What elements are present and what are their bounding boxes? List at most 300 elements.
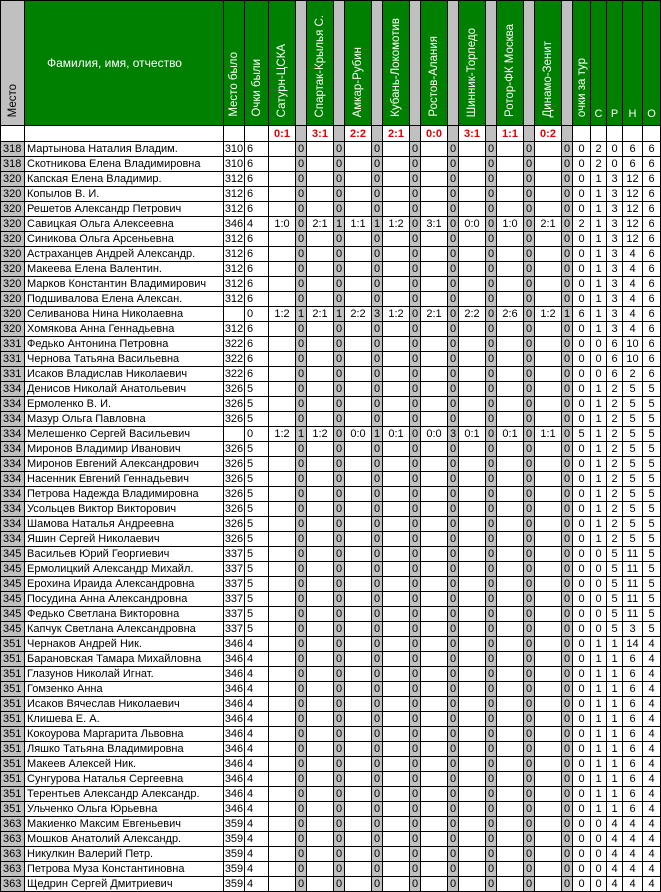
- match-points-cell: 0: [410, 487, 421, 502]
- prediction-cell: [383, 547, 410, 562]
- match-points-cell: 0: [372, 277, 383, 292]
- table-row: [1, 697, 661, 712]
- match-points-cell: 0: [562, 517, 573, 532]
- match-points-cell: 0: [562, 277, 573, 292]
- match-points-cell: 0: [372, 187, 383, 202]
- results-gap: [448, 126, 459, 142]
- prediction-cell: [421, 622, 448, 637]
- points-before-cell: 6: [245, 202, 269, 217]
- o-cell: 4: [643, 637, 661, 652]
- match-points-cell: 0: [410, 517, 421, 532]
- prediction-cell: [535, 337, 562, 352]
- r-cell: 4: [607, 862, 623, 877]
- place-before-cell: [224, 307, 245, 322]
- r-cell: 4: [607, 832, 623, 847]
- place-before-cell: 346: [224, 698, 244, 710]
- prediction-cell: [307, 802, 334, 817]
- match-points-cell: 0: [410, 862, 421, 877]
- match-points-cell: 0: [524, 862, 535, 877]
- s-cell: 0: [591, 817, 607, 832]
- table-row: [1, 412, 661, 427]
- place-cell: 320: [1, 217, 25, 232]
- prediction-cell: [383, 502, 410, 517]
- match-points-cell: 0: [334, 502, 345, 517]
- match-points-cell: 0: [524, 157, 535, 172]
- prediction-cell: 0:0: [459, 217, 486, 232]
- prediction-cell: [421, 472, 448, 487]
- table-row: [1, 457, 661, 472]
- o-cell: 6: [643, 247, 661, 262]
- prediction-cell: [345, 397, 372, 412]
- match-points-cell: 0: [296, 352, 307, 367]
- prediction-cell: [535, 382, 562, 397]
- n-cell: 11: [623, 547, 643, 562]
- match-points-cell: 0: [562, 442, 573, 457]
- s-cell: 1: [591, 502, 607, 517]
- match-points-cell: 0: [410, 832, 421, 847]
- points-before-cell: 4: [245, 712, 269, 727]
- prediction-cell: [383, 802, 410, 817]
- prediction-cell: [345, 637, 372, 652]
- match-points-cell: 0: [486, 547, 497, 562]
- o-cell: 6: [643, 187, 661, 202]
- r-cell: 1: [607, 712, 623, 727]
- match-points-cell: 0: [372, 547, 383, 562]
- prediction-cell: [383, 472, 410, 487]
- r-cell: 2: [607, 427, 623, 442]
- s-cell: 1: [591, 697, 607, 712]
- o-cell: 4: [643, 757, 661, 772]
- points-before-cell: 6: [245, 262, 269, 277]
- s-cell: 0: [591, 622, 607, 637]
- match-points-cell: 0: [448, 277, 459, 292]
- match-points-cell: 0: [334, 757, 345, 772]
- prediction-cell: [345, 262, 372, 277]
- match-points-cell: 0: [334, 802, 345, 817]
- prediction-cell: [269, 247, 296, 262]
- place-before-cell: 359: [224, 848, 244, 860]
- s-cell: 0: [591, 877, 607, 892]
- prediction-cell: [307, 292, 334, 307]
- match-points-cell: 0: [486, 412, 497, 427]
- match-points-cell: 0: [334, 622, 345, 637]
- table-row: [1, 562, 661, 577]
- match-points-cell: 0: [562, 877, 573, 892]
- prediction-cell: [345, 337, 372, 352]
- place-before-cell: 326: [224, 383, 244, 395]
- place-before-cell: 337: [224, 623, 244, 635]
- header-match-4: Кубань-Локомотив: [383, 1, 410, 126]
- prediction-cell: [307, 592, 334, 607]
- match-points-cell: 0: [410, 652, 421, 667]
- place-before-cell: 346: [224, 683, 244, 695]
- s-cell: 1: [591, 382, 607, 397]
- prediction-cell: [383, 667, 410, 682]
- prediction-cell: [421, 592, 448, 607]
- match-points-cell: 0: [486, 832, 497, 847]
- match-points-cell: 0: [486, 397, 497, 412]
- n-cell: 14: [623, 637, 643, 652]
- prediction-cell: [307, 787, 334, 802]
- match-points-cell: 0: [486, 382, 497, 397]
- place-before-cell: 359: [224, 863, 244, 875]
- prediction-cell: [535, 412, 562, 427]
- match-points-cell: 0: [562, 232, 573, 247]
- match-points-cell: 0: [486, 157, 497, 172]
- match-points-cell: 0: [524, 277, 535, 292]
- name-cell: Федько Антонина Петровна: [25, 337, 224, 352]
- round-points-cell: 0: [573, 772, 591, 787]
- prediction-cell: [459, 652, 486, 667]
- place-before-cell: 312: [224, 203, 244, 215]
- n-cell: 5: [623, 487, 643, 502]
- prediction-cell: [497, 652, 524, 667]
- match-points-cell: 0: [296, 652, 307, 667]
- place-cell: 331: [1, 352, 25, 367]
- match-points-cell: 0: [372, 292, 383, 307]
- prediction-cell: [269, 457, 296, 472]
- points-before-cell: 4: [245, 682, 269, 697]
- results-spacer: [643, 126, 661, 142]
- match-points-cell: 0: [448, 517, 459, 532]
- prediction-cell: [269, 232, 296, 247]
- s-cell: 1: [591, 472, 607, 487]
- s-cell: 1: [591, 532, 607, 547]
- round-points-cell: 0: [573, 382, 591, 397]
- place-cell: 320: [1, 277, 25, 292]
- match-points-cell: 0: [410, 142, 421, 157]
- o-cell: 4: [643, 652, 661, 667]
- prediction-cell: [269, 367, 296, 382]
- prediction-cell: [421, 367, 448, 382]
- s-cell: 1: [591, 232, 607, 247]
- name-cell: Макеев Алексей Ник.: [25, 757, 224, 772]
- s-cell: 1: [591, 787, 607, 802]
- table-row: [1, 517, 661, 532]
- place-cell: 345: [1, 577, 25, 592]
- prediction-cell: [421, 397, 448, 412]
- match-points-cell: 0: [524, 772, 535, 787]
- header-match-5: Ростов-Алания: [421, 1, 448, 126]
- match-points-cell: 0: [410, 382, 421, 397]
- prediction-cell: [421, 667, 448, 682]
- o-cell: 6: [643, 277, 661, 292]
- prediction-cell: [383, 277, 410, 292]
- match-points-cell: 0: [448, 202, 459, 217]
- match-points-cell: 0: [562, 757, 573, 772]
- name-cell: Ермоленко В. И.: [25, 397, 224, 412]
- match-points-cell: 0: [296, 817, 307, 832]
- s-cell: 0: [591, 562, 607, 577]
- s-cell: 1: [591, 487, 607, 502]
- o-cell: 5: [643, 427, 661, 442]
- o-cell: 5: [643, 562, 661, 577]
- results-spacer: [25, 126, 224, 142]
- table-row: [1, 352, 661, 367]
- match-points-cell: 0: [372, 202, 383, 217]
- round-points-cell: 0: [573, 562, 591, 577]
- place-cell: 334: [1, 517, 25, 532]
- match-points-cell: 0: [296, 487, 307, 502]
- match-points-cell: 0: [562, 637, 573, 652]
- match-points-cell: 0: [524, 292, 535, 307]
- prediction-cell: [345, 472, 372, 487]
- prediction-cell: [307, 157, 334, 172]
- round-points-cell: 0: [573, 862, 591, 877]
- match-points-cell: 0: [334, 682, 345, 697]
- name-cell: Федько Светлана Викторовна: [25, 607, 224, 622]
- match-points-cell: 0: [410, 712, 421, 727]
- prediction-cell: [459, 772, 486, 787]
- match-points-cell: 0: [524, 712, 535, 727]
- match-points-cell: 0: [296, 382, 307, 397]
- n-cell: 12: [623, 202, 643, 217]
- o-cell: 6: [643, 157, 661, 172]
- match-points-cell: 0: [486, 697, 497, 712]
- name-cell: Посудина Анна Александровна: [25, 592, 224, 607]
- prediction-cell: [307, 187, 334, 202]
- match-points-cell: 0: [524, 412, 535, 427]
- round-points-cell: 0: [573, 232, 591, 247]
- prediction-cell: [307, 727, 334, 742]
- prediction-cell: [269, 532, 296, 547]
- place-before-cell: 346: [224, 788, 244, 800]
- prediction-cell: [459, 637, 486, 652]
- prediction-cell: [459, 667, 486, 682]
- match-points-cell: 0: [334, 352, 345, 367]
- points-before-cell: 4: [245, 832, 269, 847]
- match-points-cell: 0: [334, 337, 345, 352]
- match-points-cell: 0: [448, 367, 459, 382]
- prediction-cell: [383, 727, 410, 742]
- match-points-cell: 0: [334, 292, 345, 307]
- match-points-cell: 0: [524, 442, 535, 457]
- match-points-cell: 0: [334, 712, 345, 727]
- match-points-cell: 0: [410, 442, 421, 457]
- prediction-cell: [459, 322, 486, 337]
- prediction-cell: [459, 397, 486, 412]
- prediction-cell: [383, 172, 410, 187]
- name-cell: Синикова Ольга Арсеньевна: [25, 232, 224, 247]
- place-before-cell: 326: [224, 488, 244, 500]
- match-points-cell: 0: [562, 592, 573, 607]
- prediction-cell: [497, 757, 524, 772]
- match-points-cell: 0: [486, 802, 497, 817]
- prediction-cell: [345, 502, 372, 517]
- n-cell: 6: [623, 772, 643, 787]
- o-cell: 5: [643, 517, 661, 532]
- place-before-cell: 326: [224, 473, 244, 485]
- prediction-cell: [497, 772, 524, 787]
- place-cell: 345: [1, 562, 25, 577]
- prediction-cell: [269, 547, 296, 562]
- place-cell: 334: [1, 427, 25, 442]
- match-points-cell: 0: [448, 592, 459, 607]
- prediction-cell: [497, 637, 524, 652]
- results-gap: [562, 126, 573, 142]
- match-points-cell: 0: [486, 517, 497, 532]
- round-points-cell: 0: [573, 367, 591, 382]
- prediction-cell: [383, 397, 410, 412]
- match-points-cell: 0: [448, 262, 459, 277]
- n-cell: 5: [623, 412, 643, 427]
- match-points-cell: 1: [372, 217, 383, 232]
- round-points-cell: 0: [573, 652, 591, 667]
- prediction-cell: [535, 322, 562, 337]
- round-points-cell: 0: [573, 622, 591, 637]
- prediction-cell: [535, 772, 562, 787]
- prediction-cell: [345, 172, 372, 187]
- points-before-cell: 5: [245, 487, 269, 502]
- r-cell: 2: [607, 382, 623, 397]
- o-cell: 6: [643, 202, 661, 217]
- prediction-cell: [307, 577, 334, 592]
- prediction-cell: [535, 397, 562, 412]
- prediction-cell: [497, 382, 524, 397]
- header-r: Р: [607, 1, 623, 126]
- match-points-cell: 0: [486, 232, 497, 247]
- match-points-cell: 0: [486, 337, 497, 352]
- place-before-cell: 312: [224, 323, 244, 335]
- name-cell: Сунгурова Наталья Сергеевна: [25, 772, 224, 787]
- table-row: [1, 712, 661, 727]
- match-points-cell: 0: [448, 532, 459, 547]
- header-gap: [448, 1, 459, 126]
- match-points-cell: 0: [372, 712, 383, 727]
- match-points-cell: 0: [410, 562, 421, 577]
- prediction-cell: [383, 832, 410, 847]
- round-points-cell: 0: [573, 517, 591, 532]
- prediction-cell: 2:2: [459, 307, 486, 322]
- s-cell: 0: [591, 367, 607, 382]
- round-points-cell: 0: [573, 697, 591, 712]
- name-cell: Петрова Муза Константиновна: [25, 862, 224, 877]
- place-cell: 334: [1, 532, 25, 547]
- points-before-cell: 5: [245, 592, 269, 607]
- n-cell: 3: [623, 622, 643, 637]
- place-cell: 320: [1, 187, 25, 202]
- prediction-cell: [307, 142, 334, 157]
- prediction-cell: [383, 247, 410, 262]
- match-points-cell: 0: [524, 832, 535, 847]
- prediction-cell: [383, 622, 410, 637]
- match-points-cell: 0: [524, 547, 535, 562]
- prediction-cell: [307, 637, 334, 652]
- prediction-cell: [307, 232, 334, 247]
- place-cell: 318: [1, 142, 25, 157]
- match-result: 3:1: [459, 126, 486, 142]
- match-points-cell: 0: [448, 802, 459, 817]
- prediction-cell: [383, 262, 410, 277]
- n-cell: 12: [623, 232, 643, 247]
- name-cell: Астраханцев Андрей Александр.: [25, 247, 224, 262]
- place-cell: 334: [1, 472, 25, 487]
- results-row: [1, 126, 661, 142]
- match-points-cell: 0: [296, 187, 307, 202]
- match-points-cell: 0: [486, 637, 497, 652]
- match-points-cell: 0: [524, 217, 535, 232]
- o-cell: 5: [643, 547, 661, 562]
- prediction-cell: [383, 142, 410, 157]
- r-cell: 1: [607, 637, 623, 652]
- prediction-cell: [269, 382, 296, 397]
- match-points-cell: 1: [562, 307, 573, 322]
- place-cell: 351: [1, 667, 25, 682]
- match-points-cell: 0: [372, 502, 383, 517]
- points-before-cell: 5: [245, 382, 269, 397]
- r-cell: 1: [607, 727, 623, 742]
- match-points-cell: 0: [410, 427, 421, 442]
- name-cell: Гомзенко Анна: [25, 682, 224, 697]
- name-cell: Мартынова Наталия Владим.: [25, 142, 224, 157]
- round-points-cell: 0: [573, 292, 591, 307]
- match-points-cell: 0: [372, 847, 383, 862]
- prediction-cell: [383, 577, 410, 592]
- prediction-cell: [269, 322, 296, 337]
- s-cell: 1: [591, 277, 607, 292]
- prediction-cell: [421, 607, 448, 622]
- table-row: [1, 337, 661, 352]
- match-points-cell: 0: [296, 607, 307, 622]
- match-points-cell: 0: [410, 307, 421, 322]
- match-points-cell: 0: [524, 577, 535, 592]
- match-points-cell: 0: [448, 652, 459, 667]
- r-cell: 6: [607, 352, 623, 367]
- s-cell: 0: [591, 832, 607, 847]
- o-cell: 4: [643, 877, 661, 892]
- prediction-cell: [269, 187, 296, 202]
- place-before-cell: 337: [224, 593, 244, 605]
- name-cell: Макиенко Максим Евгеньевич: [25, 817, 224, 832]
- match-points-cell: 0: [448, 607, 459, 622]
- prediction-cell: [535, 472, 562, 487]
- match-result: 2:1: [383, 126, 410, 142]
- match-points-cell: 0: [410, 802, 421, 817]
- prediction-cell: [421, 157, 448, 172]
- place-before-cell: 326: [224, 458, 244, 470]
- prediction-cell: [497, 517, 524, 532]
- results-spacer: [245, 126, 269, 142]
- prediction-cell: [535, 847, 562, 862]
- header-s: С: [591, 1, 607, 126]
- n-cell: 4: [623, 307, 643, 322]
- match-points-cell: 0: [524, 367, 535, 382]
- match-points-cell: 0: [486, 352, 497, 367]
- header-gap: [524, 1, 535, 126]
- table-row: [1, 157, 661, 172]
- match-points-cell: 0: [562, 697, 573, 712]
- match-points-cell: 0: [372, 142, 383, 157]
- match-points-cell: 0: [486, 427, 497, 442]
- match-points-cell: 0: [410, 877, 421, 892]
- r-cell: 3: [607, 247, 623, 262]
- match-points-cell: 0: [524, 187, 535, 202]
- prediction-cell: [421, 757, 448, 772]
- prediction-cell: [497, 592, 524, 607]
- match-points-cell: 0: [486, 292, 497, 307]
- match-points-cell: 0: [334, 772, 345, 787]
- n-cell: 6: [623, 142, 643, 157]
- prediction-cell: [269, 202, 296, 217]
- match-points-cell: 0: [334, 637, 345, 652]
- match-points-cell: 0: [486, 772, 497, 787]
- prediction-cell: [269, 847, 296, 862]
- name-cell: Петрова Надежда Владимировна: [25, 487, 224, 502]
- match-points-cell: 0: [486, 262, 497, 277]
- match-points-cell: 0: [524, 382, 535, 397]
- match-points-cell: 0: [524, 607, 535, 622]
- prediction-cell: [269, 622, 296, 637]
